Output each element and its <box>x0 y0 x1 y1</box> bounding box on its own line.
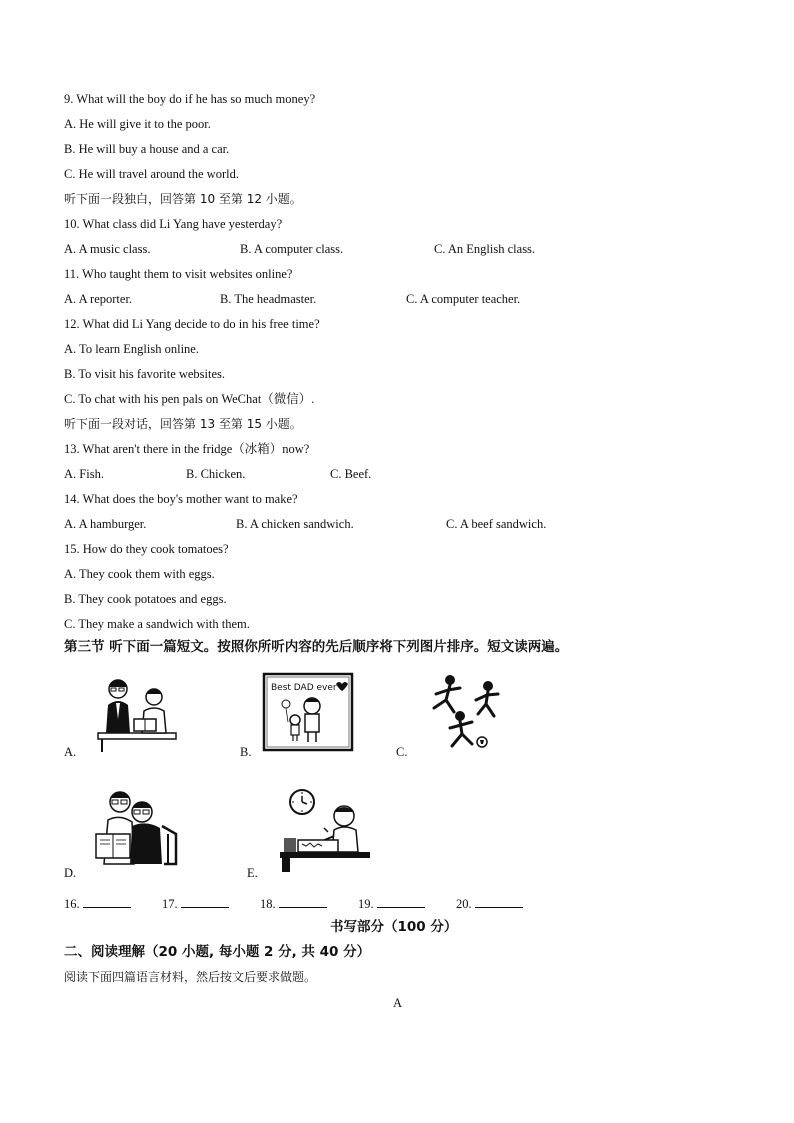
q14-option-a: A. A hamburger. <box>64 517 147 531</box>
answer-19-number: 19. <box>358 897 374 911</box>
answer-20-number: 20. <box>456 897 472 911</box>
answer-17-blank[interactable] <box>181 895 229 908</box>
q9-option-b: B. He will buy a house and a car. <box>64 142 230 156</box>
writing-part-title: 书写部分（100 分） <box>330 919 458 935</box>
question-14: 14. What does the boy's mother want to make? <box>64 492 298 506</box>
q11-option-c: C. A computer teacher. <box>406 292 521 306</box>
question-15: 15. How do they cook tomatoes? <box>64 542 229 556</box>
answer-19 <box>358 895 425 912</box>
q14-option-c: C. A beef sandwich. <box>446 517 547 531</box>
answer-16 <box>64 895 131 912</box>
answer-20-blank[interactable] <box>475 895 523 908</box>
question-9: 9. What will the boy do if he has so much money? <box>64 92 316 106</box>
q9-option-c: C. He will travel around the world. <box>64 167 239 181</box>
picture-e-label: E. <box>247 866 258 880</box>
q14-option-b: B. A chicken sandwich. <box>236 517 354 531</box>
picture-e <box>278 788 372 872</box>
picture-c-label: C. <box>396 745 408 759</box>
question-11: 11. Who taught them to visit websites online? <box>64 267 293 281</box>
picture-c <box>420 672 508 752</box>
q10-option-b: B. A computer class. <box>240 242 344 256</box>
answer-16-number: 16. <box>64 897 80 911</box>
picture-a <box>96 675 178 753</box>
q13-option-a: A. Fish. <box>64 467 104 481</box>
q10-option-c: C. An English class. <box>434 242 536 256</box>
q11-option-b: B. The headmaster. <box>220 292 317 306</box>
card-text: Best DAD ever <box>271 683 337 693</box>
picture-d-label: D. <box>64 866 77 880</box>
q13-option-b: B. Chicken. <box>186 467 246 481</box>
section-3-title: 第三节 听下面一篇短文。按照你所听内容的先后顺序将下列图片排序。短文读两遍。 <box>64 639 569 655</box>
picture-d <box>90 786 178 870</box>
reading-instruction: 阅读下面四篇语言材料，然后按文后要求做题。 <box>64 970 317 984</box>
q15-option-a: A. They cook them with eggs. <box>64 567 215 581</box>
q12-option-b: B. To visit his favorite websites. <box>64 367 226 381</box>
reading-section-title: 二、阅读理解（20 小题, 每小题 2 分, 共 40 分） <box>64 944 371 960</box>
picture-b-label: B. <box>240 745 252 759</box>
q11-option-a: A. A reporter. <box>64 292 133 306</box>
answer-18-blank[interactable] <box>279 895 327 908</box>
answer-19-blank[interactable] <box>377 895 425 908</box>
question-10: 10. What class did Li Yang have yesterday? <box>64 217 283 231</box>
q15-option-b: B. They cook potatoes and eggs. <box>64 592 227 606</box>
q13-option-c: C. Beef. <box>330 467 372 481</box>
passage-label: A <box>393 996 403 1010</box>
question-12: 12. What did Li Yang decide to do in his free time? <box>64 317 320 331</box>
q10-option-a: A. A music class. <box>64 242 151 256</box>
answer-16-blank[interactable] <box>83 895 131 908</box>
answer-17 <box>162 895 229 912</box>
dialogue-instruction: 听下面一段对话，回答第 13 至第 15 小题。 <box>64 417 302 431</box>
monologue-instruction: 听下面一段独白，回答第 10 至第 12 小题。 <box>64 192 302 206</box>
question-13: 13. What aren't there in the fridge（冰箱）now? <box>64 442 310 456</box>
answer-18-number: 18. <box>260 897 276 911</box>
q15-option-c: C. They make a sandwich with them. <box>64 617 250 631</box>
picture-b <box>262 672 354 752</box>
answer-18 <box>260 895 327 912</box>
answer-20 <box>456 895 523 912</box>
picture-a-label: A. <box>64 745 77 759</box>
q12-option-c: C. To chat with his pen pals on WeChat（微信）. <box>64 392 315 406</box>
answer-17-number: 17. <box>162 897 178 911</box>
q9-option-a: A. He will give it to the poor. <box>64 117 211 131</box>
q12-option-a: A. To learn English online. <box>64 342 199 356</box>
